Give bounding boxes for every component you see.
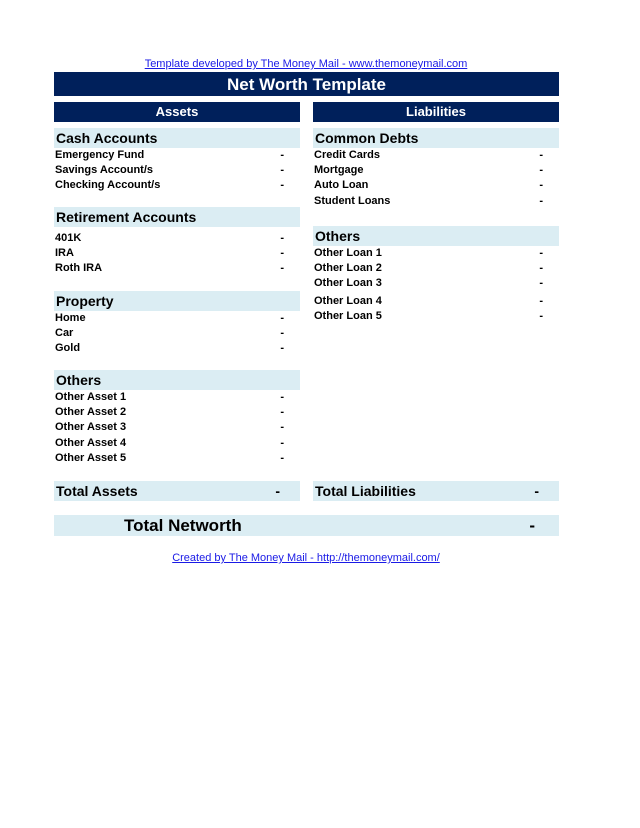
other-loans-rows-2 — [313, 294, 559, 324]
row-value[interactable]: - — [539, 194, 543, 207]
row-value[interactable]: - — [280, 406, 284, 419]
total-liabilities-value: - — [534, 483, 539, 499]
common-debts-rows — [313, 148, 559, 209]
row-label: Other Loan 2 — [314, 262, 382, 275]
table-row — [313, 309, 559, 324]
property-rows — [54, 311, 300, 357]
table-row — [313, 148, 559, 163]
total-networth-value: - — [529, 516, 535, 535]
row-value[interactable]: - — [280, 179, 284, 192]
row-value[interactable]: - — [280, 232, 284, 244]
row-value[interactable]: - — [539, 262, 543, 275]
row-value[interactable]: - — [280, 164, 284, 177]
table-row — [54, 148, 300, 163]
row-label: Other Loan 3 — [314, 277, 382, 290]
row-label: Car — [55, 327, 74, 340]
table-row — [54, 390, 300, 405]
section-common-debts: Common Debts — [313, 128, 559, 148]
table-row — [313, 276, 559, 291]
row-label: Mortgage — [314, 164, 364, 177]
row-label: Home — [55, 312, 86, 324]
total-assets-value: - — [275, 483, 280, 499]
top-template-link[interactable]: Template developed by The Money Mail - www.themoneymail.com — [144, 58, 468, 70]
row-label: Checking Account/s — [55, 179, 161, 192]
table-row — [313, 294, 559, 309]
row-label: Other Asset 5 — [55, 451, 127, 464]
total-assets-label: Total Assets — [56, 483, 138, 499]
total-liabilities-label: Total Liabilities — [315, 483, 416, 499]
table-row — [54, 261, 300, 276]
row-label: Other Asset 3 — [55, 421, 127, 434]
assets-header: Assets — [54, 102, 300, 122]
total-networth-label: Total Networth — [124, 516, 242, 535]
row-value[interactable]: - — [280, 421, 284, 434]
table-row — [54, 163, 300, 178]
row-label: Other Loan 4 — [314, 295, 382, 307]
table-row — [54, 311, 300, 326]
row-value[interactable]: - — [280, 436, 284, 449]
row-value[interactable]: - — [280, 149, 284, 161]
row-value[interactable]: - — [280, 327, 284, 340]
row-value[interactable]: - — [539, 277, 543, 290]
page-title: Net Worth Template — [54, 72, 559, 96]
table-row — [313, 194, 559, 209]
row-label: Other Asset 2 — [55, 406, 127, 419]
row-value[interactable]: - — [280, 312, 284, 324]
section-retirement-accounts: Retirement Accounts — [54, 207, 300, 227]
cash-accounts-rows — [54, 148, 300, 194]
section-other-loans: Others — [313, 226, 559, 246]
row-label: Auto Loan — [314, 179, 369, 192]
row-value[interactable]: - — [280, 247, 284, 260]
retirement-rows — [54, 231, 300, 277]
liabilities-header: Liabilities — [313, 102, 559, 122]
other-loans-rows — [313, 246, 559, 292]
row-value[interactable]: - — [539, 310, 543, 323]
table-row — [54, 420, 300, 435]
other-assets-rows — [54, 390, 300, 466]
bottom-created-by-link[interactable]: Created by The Money Mail - http://themoneymail.com/ — [172, 552, 440, 564]
table-row — [54, 178, 300, 193]
row-value[interactable]: - — [280, 262, 284, 275]
table-row — [54, 341, 300, 356]
row-label: Gold — [55, 342, 81, 355]
row-label: Other Loan 5 — [314, 310, 382, 323]
row-value[interactable]: - — [539, 179, 543, 192]
table-row — [313, 246, 559, 261]
row-value[interactable]: - — [280, 342, 284, 355]
table-row — [54, 246, 300, 261]
section-other-assets: Others — [54, 370, 300, 390]
row-value[interactable]: - — [539, 164, 543, 177]
table-row — [313, 178, 559, 193]
row-value[interactable]: - — [539, 247, 543, 259]
row-value[interactable]: - — [280, 391, 284, 403]
table-row — [54, 231, 300, 246]
section-cash-accounts: Cash Accounts — [54, 128, 300, 148]
row-label: Other Loan 1 — [314, 247, 382, 259]
row-label: Roth IRA — [55, 262, 103, 275]
total-assets-row — [54, 481, 300, 501]
table-row — [313, 163, 559, 178]
section-property: Property — [54, 291, 300, 311]
row-label: IRA — [55, 247, 74, 260]
row-value[interactable]: - — [280, 451, 284, 464]
table-row — [54, 436, 300, 451]
row-value[interactable]: - — [539, 295, 543, 307]
total-networth-row — [54, 515, 559, 536]
table-row — [54, 405, 300, 420]
row-label: Credit Cards — [314, 149, 381, 161]
row-label: 401K — [55, 232, 82, 244]
table-row — [54, 326, 300, 341]
row-label: Other Asset 1 — [55, 391, 127, 403]
row-value[interactable]: - — [539, 149, 543, 161]
row-label: Student Loans — [314, 194, 391, 207]
row-label: Emergency Fund — [55, 149, 145, 161]
table-row — [313, 261, 559, 276]
row-label: Other Asset 4 — [55, 436, 127, 449]
total-liabilities-row — [313, 481, 559, 501]
table-row — [54, 451, 300, 466]
row-label: Savings Account/s — [55, 164, 154, 177]
